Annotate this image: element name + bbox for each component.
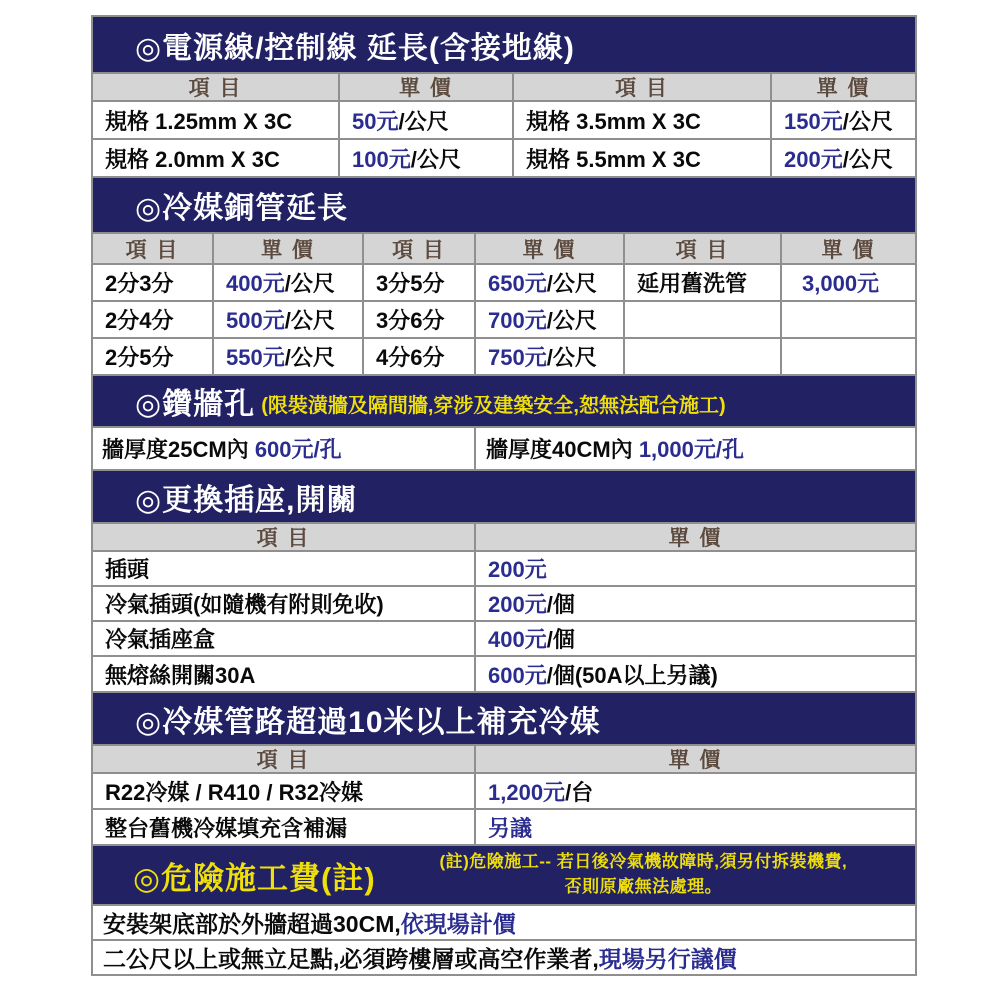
item-text: 冷氣插座盒 [105,627,216,652]
item-cell [362,339,474,374]
section-copper-title: ◎冷媒銅管延長 [135,192,349,225]
column-header-item: 項 目 [362,234,474,263]
empty-cell [623,302,780,337]
price-unit: /公尺 [842,108,893,134]
item-text: 規格 1.25mm X 3C [105,108,293,134]
column-header-item: 項 目 [512,74,770,100]
price-unit: /個 [546,627,575,652]
item-price-cell [474,428,915,469]
price-cell [474,552,915,585]
empty-cell [780,302,915,337]
power-header-row [93,72,915,100]
section-refrigerant-title-band [93,691,915,744]
price-value: 200元 [488,557,547,582]
item-text: 無熔絲開關30A [105,662,256,688]
item-cell [93,140,338,176]
item-cell [93,810,474,844]
item-text: 規格 2.0mm X 3C [105,146,280,172]
section-danger-title-band [93,844,915,904]
item-text: 規格 3.5mm X 3C [526,108,701,134]
item-text: 安裝架底部於外牆超過30CM, [103,911,401,937]
price-value: 600元/孔 [254,437,342,462]
socket-header-row [93,522,915,550]
price-value: 50元 [352,108,399,134]
item-cell [512,140,770,176]
price-cell [474,657,915,691]
price-cell [474,302,623,337]
price-unit: /公尺 [546,271,597,296]
price-unit: /個(50A以上另議) [546,662,718,688]
column-header-price: 單 價 [212,234,362,263]
table-row [93,904,915,939]
price-cell [770,140,915,176]
section-power-title: ◎電源線/控制線 延長(含接地線) [135,31,575,65]
price-value: 現場另行議價 [598,946,737,972]
column-header-price: 單 價 [474,746,915,772]
price-value: 200元 [488,592,547,617]
item-cell [93,622,474,655]
section-drill-note: (限裝潢牆及隔間牆,穿涉及建築安全,恕無法配合施工) [261,394,726,417]
item-text: 2分3分 [105,271,174,296]
item-text: R22冷媒 / R410 / R32冷媒 [105,779,363,805]
price-cell [770,102,915,138]
price-cell [212,302,362,337]
table-row [93,808,915,844]
price-cell [338,140,512,176]
price-cell [338,102,512,138]
section-drill-title: ◎鑽牆孔 [135,388,256,421]
price-value: 500元 [226,308,285,333]
item-cell [93,339,212,374]
refrigerant-header-row [93,744,915,772]
copper-header-row [93,232,915,263]
price-value: 150元 [784,108,843,134]
price-unit: /公尺 [546,345,597,370]
price-value: 依現場計價 [400,911,516,937]
section-refrigerant-title: ◎冷媒管路超過10米以上補充冷媒 [135,705,601,739]
price-cell [212,339,362,374]
price-value: 另議 [488,815,533,841]
item-cell [93,102,338,138]
price-cell [474,587,915,620]
table-row [93,585,915,620]
item-cell [93,302,212,337]
price-unit: /個 [546,592,575,617]
price-value: 1,000元/孔 [638,437,744,462]
item-cell [93,587,474,620]
price-cell [474,265,623,300]
section-danger-note [376,850,915,899]
table-row [93,426,915,469]
empty-cell [780,339,915,374]
column-header-price: 單 價 [474,234,623,263]
section-socket-title-band [93,469,915,522]
item-cell [362,265,474,300]
item-text: 3分5分 [376,271,445,296]
table-row [93,939,915,974]
item-text: 3分6分 [376,308,445,333]
item-cell [93,265,212,300]
price-value: 200元 [784,146,843,172]
column-header-item: 項 目 [256,527,311,550]
column-header-item: 項 目 [188,77,243,100]
table-row [93,263,915,300]
price-value: 650元 [488,271,547,296]
column-header-item: 項 目 [623,234,780,263]
item-text: 2分4分 [105,308,174,333]
item-text: 整台舊機冷媒填充含補漏 [105,815,348,841]
table-row [93,300,915,337]
item-text: 牆厚度40CM內 [486,437,639,462]
item-cell [623,265,780,300]
item-text: 二公尺以上或無立足點,必須跨樓層或高空作業者, [103,946,599,972]
column-header-price: 單 價 [780,234,915,263]
item-cell [93,552,474,585]
price-value: 700元 [488,308,547,333]
item-text: 插頭 [105,557,150,582]
price-cell [474,622,915,655]
item-text: 牆厚度25CM內 [102,437,255,462]
price-cell [474,810,915,844]
table-row [93,337,915,374]
price-cell [474,339,623,374]
price-unit: /公尺 [546,308,597,333]
price-value: 550元 [226,345,285,370]
table-row [93,620,915,655]
item-price-cell [93,906,915,939]
price-value: 3,000元 [802,271,880,296]
price-cell [474,774,915,808]
item-text: 冷氣插頭(如隨機有附則免收) [105,592,384,617]
empty-cell [623,339,780,374]
column-header-item: 項 目 [125,238,180,262]
price-value: 750元 [488,345,547,370]
price-unit: /公尺 [284,308,335,333]
column-header-item: 項 目 [256,749,311,772]
item-text: 規格 5.5mm X 3C [526,146,701,172]
danger-note-line2: 否則原廠無法處理。 [564,877,723,896]
price-unit: /公尺 [398,108,449,134]
price-unit: /台 [565,779,594,805]
section-danger-title: ◎危險施工費(註) [133,860,376,896]
price-list-table [91,15,917,976]
table-row [93,100,915,138]
item-cell [362,302,474,337]
item-text: 延用舊洗管 [637,271,748,296]
price-value: 600元 [488,662,547,688]
price-unit: /公尺 [410,146,461,172]
price-cell [780,265,915,300]
column-header-price: 單 價 [338,74,512,100]
section-socket-title: ◎更換插座,開關 [135,483,358,517]
item-text: 2分5分 [105,345,174,370]
price-cell [212,265,362,300]
item-price-cell [93,941,915,974]
price-value: 400元 [488,627,547,652]
price-value: 100元 [352,146,411,172]
item-cell [512,102,770,138]
item-cell [93,774,474,808]
section-drill-title-band [93,374,915,426]
price-unit: /公尺 [842,146,893,172]
item-text: 4分6分 [376,345,445,370]
column-header-price: 單 價 [770,74,915,100]
item-cell [93,657,474,691]
price-value: 400元 [226,271,285,296]
section-copper-title-band [93,176,915,232]
column-header-price: 單 價 [474,524,915,550]
price-unit: /公尺 [284,271,335,296]
price-value: 1,200元 [488,779,566,805]
item-price-cell [93,428,474,469]
table-row [93,138,915,176]
table-row [93,550,915,585]
price-unit: /公尺 [284,345,335,370]
table-row [93,772,915,808]
danger-note-line1: (註)危險施工-- 若日後冷氣機故障時,須另付拆裝機費, [439,852,848,872]
section-power-title-band [93,17,915,72]
table-row [93,655,915,691]
